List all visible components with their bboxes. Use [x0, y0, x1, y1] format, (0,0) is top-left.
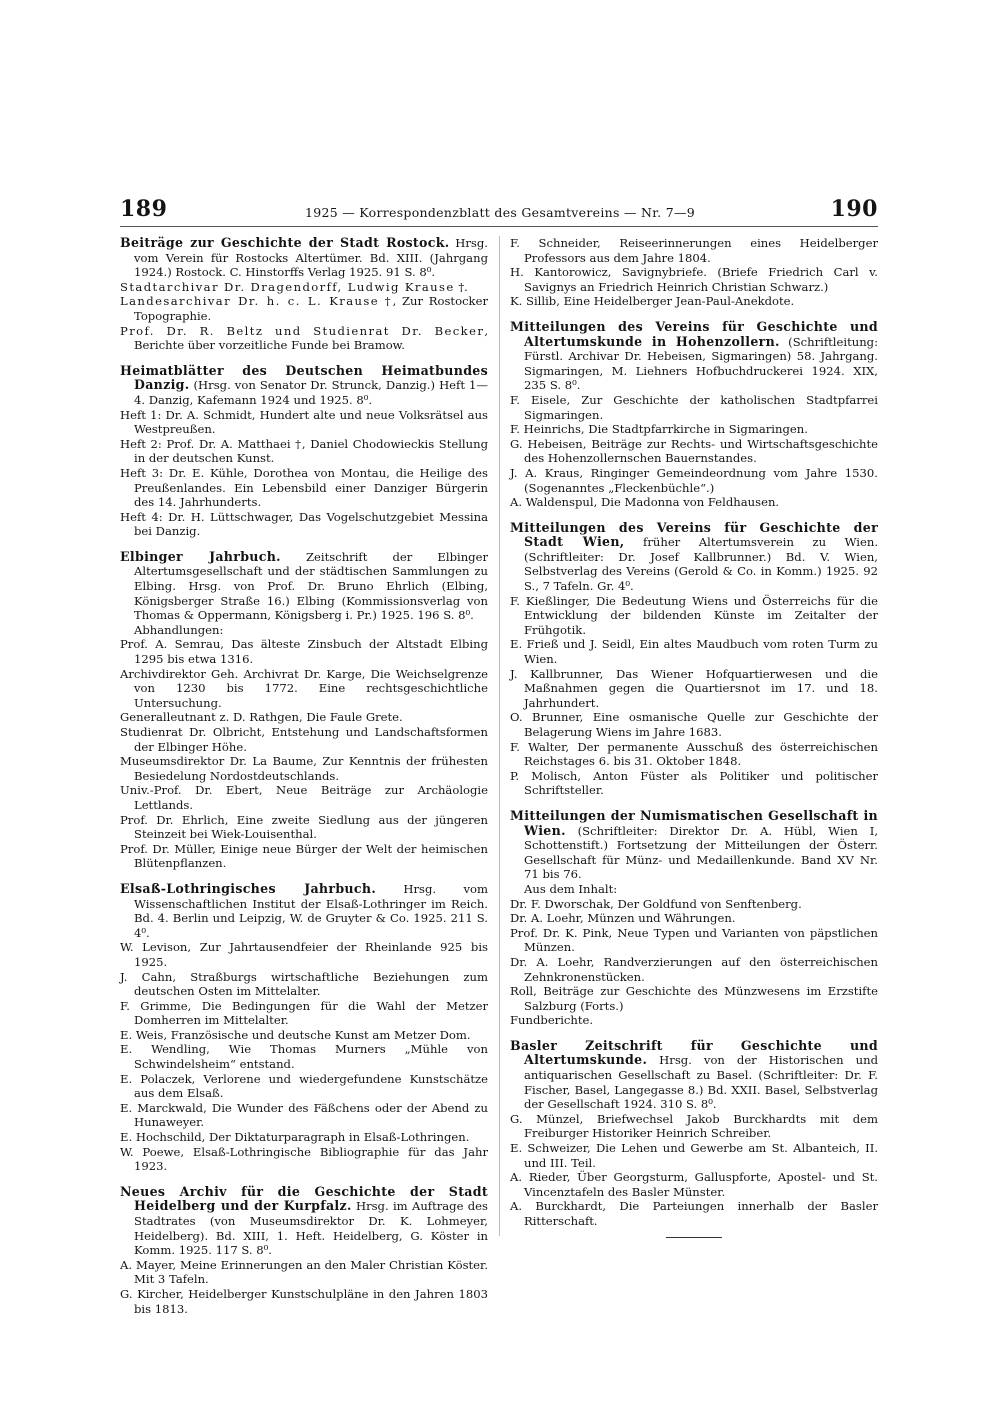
list-item: J. Kallbrunner, Das Wiener Hofquartierwesen und die Maßnahmen gegen die Quartiersnot im 17. und 18. Jahrhundert. — [510, 666, 878, 710]
left-column — [120, 236, 488, 1327]
list-item: G. Hebeisen, Beiträge zur Rechts- und Wirtschaftsgeschichte des Hohenzollernschen Bauernstandes. — [510, 436, 878, 466]
list-item: E. Wendling, Wie Thomas Murners „Mühle von Schwindelsheim“ entstand. — [120, 1042, 488, 1072]
list-item: H. Kantorowicz, Savignybriefe. (Briefe Friedrich Carl v. Savignys an Friedrich Heinrich Christian Schwarz.) — [510, 265, 878, 294]
list-item: Prof. A. Semrau, Das älteste Zinsbuch der Altstadt Elbing 1295 bis etwa 1316. — [120, 637, 488, 667]
entry-description: Hrsg. vom Verein für Rostocks Altertümer. Bd. XIII. (Jahrgang 1924.) Rostock. C. Hinstorffs Verlag 1925. 91 S. 8⁰. — [134, 236, 488, 280]
list-item: E. Frieß und J. Seidl, Ein altes Maudbuch vom roten Turm zu Wien. — [510, 637, 878, 667]
closing-rule — [666, 1237, 722, 1238]
list-item: Prof. Dr. R. Beltz und Studienrat Dr. Becker, Berichte über vorzeitliche Funde bei Bramow. — [120, 323, 488, 353]
list-item: Prof. Dr. Ehrlich, Eine zweite Siedlung aus der jüngeren Steinzeit bei Wiek-Louisenthal. — [120, 812, 488, 842]
right-column — [510, 236, 878, 1249]
list-item: Roll, Beiträge zur Geschichte des Münzwesens im Erzstifte Salzburg (Forts.) — [510, 984, 878, 1013]
list-item: Heft 4: Dr. H. Lüttschwager, Das Vogelschutzgebiet Messina bei Danzig. — [120, 509, 488, 539]
entry-title: Heimatblätter des Deutschen Heimatbundes Danzig. — [120, 362, 488, 393]
list-item: A. Mayer, Meine Erinnerungen an den Maler Christian Köster. Mit 3 Tafeln. — [120, 1257, 488, 1287]
list-item: Dr. F. Dworschak, Der Goldfund von Senftenberg. — [510, 896, 802, 911]
list-item: O. Brunner, Eine osmanische Quelle zur Geschichte der Belagerung Wiens im Jahre 1683. — [510, 710, 878, 739]
list-item: F. Walter, Der permanente Ausschuß des österreichischen Reichstages 6. bis 31. Oktober 1848. — [510, 739, 878, 769]
section-label: Abhandlungen: — [134, 622, 224, 637]
list-item: Prof. Dr. Müller, Einige neue Bürger der Welt der heimischen Blütenpflanzen. — [120, 841, 488, 871]
list-item: K. Sillib, Eine Heidelberger Jean-Paul-Anekdote. — [510, 294, 795, 309]
list-item: Prof. Dr. K. Pink, Neue Typen und Varianten von päpstlichen Münzen. — [510, 925, 878, 955]
list-item: W. Poewe, Elsaß-Lothringische Bibliographie für das Jahr 1923. — [120, 1144, 488, 1174]
list-item: A. Waldenspul, Die Madonna von Feldhausen. — [510, 495, 780, 510]
entry-description: Hrsg. von der Historischen und antiquarischen Gesellschaft zu Basel. (Schriftleiter: Dr. F. Fischer, Basel, Langegasse 8.) Bd. XXII. Basel, Selbstverlag der Gesellschaft 1924. 310 S. 8⁰. — [524, 1053, 878, 1112]
entry-heidelberg-continued — [510, 236, 878, 309]
list-item: W. Levison, Zur Jahrtausendfeier der Rheinlande 925 bis 1925. — [120, 940, 488, 969]
entry-title: Basler Zeitschrift für Geschichte und Altertumskunde. — [510, 1037, 878, 1068]
entry-description: Hrsg. vom Wissenschaftlichen Institut der Elsaß-Lothringer im Reich. Bd. 4. Berlin und Leipzig, W. de Gruyter & Co. 1925. 211 S. 4⁰. — [134, 881, 489, 940]
list-item: A. Burckhardt, Die Parteiungen innerhalb der Basler Ritterschaft. — [510, 1199, 878, 1228]
list-item: Stadtarchivar Dr. Dragendorff, Ludwig Krause †. — [120, 279, 468, 294]
list-item: J. A. Kraus, Ringinger Gemeindeordnung vom Jahre 1530. (Sogenanntes „Fleckenbüchle“.) — [510, 465, 878, 495]
entry-heidelberg — [120, 1185, 488, 1316]
list-item: Generalleutnant z. D. Rathgen, Die Faule Grete. — [120, 710, 403, 725]
entry-title: Mitteilungen des Vereins für Geschichte der Stadt Wien, — [510, 519, 878, 550]
list-item: Heft 1: Dr. A. Schmidt, Hundert alte und neue Volksrätsel aus Westpreußen. — [120, 407, 488, 437]
list-item: Dr. A. Loehr, Randverzierungen auf den österreichischen Zehnkronenstücken. — [510, 954, 878, 984]
list-item: Fundberichte. — [510, 1013, 594, 1028]
column-divider — [499, 236, 500, 1236]
entry-wien — [510, 521, 878, 798]
entry-title: Neues Archiv für die Geschichte der Stadt Heidelberg und der Kurpfalz. — [120, 1183, 488, 1214]
entry-rostock — [120, 236, 488, 353]
entry-description: (Schriftleiter: Direktor Dr. A. Hübl, Wien I, Schottenstift.) Fortsetzung der Mitteilungen der Österr. Gesellschaft für Münz- und Medaillenkunde. Band XV Nr. 71 bis 76. — [524, 823, 879, 882]
list-item: F. Grimme, Die Bedingungen für die Wahl der Metzer Domherren im Mittelalter. — [120, 998, 488, 1028]
entry-elbing — [120, 550, 488, 871]
page-number-right: 190 — [830, 196, 878, 222]
list-item: E. Polaczek, Verlorene und wiedergefundene Kunstschätze aus dem Elsaß. — [120, 1071, 488, 1101]
list-item: P. Molisch, Anton Füster als Politiker und politischer Schriftsteller. — [510, 768, 878, 798]
list-item: A. Rieder, Über Georgsturm, Galluspforte, Apostel- und St. Vincenztafeln des Basler Münster. — [510, 1170, 878, 1199]
list-item: J. Cahn, Straßburgs wirtschaftliche Beziehungen zum deutschen Osten im Mittelalter. — [120, 969, 488, 999]
author: Prof. Dr. R. Beltz und Studienrat Dr. Becker — [120, 323, 485, 338]
list-item: F. Heinrichs, Die Stadtpfarrkirche in Sigmaringen. — [510, 422, 808, 437]
entry-description: (Hrsg. von Senator Dr. Strunck, Danzig.) Heft 1—4. Danzig, Kafemann 1924 und 1925. 8⁰. — [134, 378, 489, 407]
list-item: Museumsdirektor Dr. La Baume, Zur Kenntnis der frühesten Besiedelung Nordostdeutschlands. — [120, 754, 488, 783]
author: Landesarchivar Dr. h. c. L. Krause — [120, 294, 380, 309]
list-item: Heft 3: Dr. E. Kühle, Dorothea von Montau, die Heilige des Preußenlandes. Ein Lebensbild einer Danziger Bürgerin des 14. Jahrhunderts. — [120, 465, 488, 510]
entry-title: Mitteilungen der Numismatischen Gesellschaft in Wien. — [510, 807, 878, 838]
entry-title: Beiträge zur Geschichte der Stadt Rostock. — [120, 235, 450, 250]
entry-description: Hrsg. im Auftrage des Stadtrates (von Museumsdirektor Dr. K. Lohmeyer, Heidelberg). Bd. XIII, 1. Heft. Heidelberg, G. Köster in Komm. 1925. 117 S. 8⁰. — [134, 1199, 488, 1258]
running-head: 1925 — Korrespondenzblatt des Gesamtvereins — Nr. 7—9 — [304, 205, 696, 220]
page-number-left: 189 — [120, 196, 168, 222]
list-item: Heft 2: Prof. Dr. A. Matthaei †, Daniel Chodowieckis Stellung in der deutschen Kunst. — [120, 436, 488, 466]
list-item: Landesarchivar Dr. h. c. L. Krause †, Zur Rostocker Topographie. — [120, 294, 488, 323]
entry-title: Mitteilungen des Vereins für Geschichte und Altertumskunde in Hohenzollern. — [510, 318, 878, 349]
entry-title: Elbinger Jahrbuch. — [120, 548, 281, 564]
author: Stadtarchivar Dr. Dragendorff, Ludwig Krause — [120, 279, 455, 294]
list-item: F. Eisele, Zur Geschichte der katholischen Stadtpfarrei Sigmaringen. — [510, 392, 878, 422]
entry-elsass — [120, 882, 488, 1174]
list-item: Univ.-Prof. Dr. Ebert, Neue Beiträge zur Archäologie Lettlands. — [120, 783, 488, 812]
list-item: E. Hochschild, Der Diktaturparagraph in Elsaß-Lothringen. — [120, 1130, 470, 1145]
list-item: E. Marckwald, Die Wunder des Fäßchens oder der Abend zu Hunaweyer. — [120, 1100, 488, 1130]
header-rule — [120, 226, 878, 227]
entry-title: Elsaß-Lothringisches Jahrbuch. — [120, 880, 376, 896]
list-item: Studienrat Dr. Olbricht, Entstehung und Landschaftsformen der Elbinger Höhe. — [120, 725, 488, 754]
section-label: Aus dem Inhalt: — [524, 881, 618, 896]
entry-description: (Schriftleitung: Fürstl. Archivar Dr. Hebeisen, Sigmaringen) 58. Jahrgang. Sigmaringen, M. Liehners Hofbuchdruckerei 1924. XIX, 235 S. 8⁰. — [524, 334, 878, 393]
list-item: F. Schneider, Reiseerinnerungen eines Heidelberger Professors aus dem Jahre 1804. — [510, 236, 878, 265]
entry-numismatik — [510, 809, 878, 1028]
entry-description: Zeitschrift der Elbinger Altertumsgesellschaft und der städtischen Sammlungen zu Elbing. Hrsg. von Prof. Dr. Bruno Ehrlich (Elbing, Königsberger Straße 16.) Elbing (Kommissionsverlag von Thomas & Oppermann, Königsberg i. Pr.) 1925. 196 S. 8⁰. — [134, 549, 489, 623]
list-item: E. Schweizer, Die Lehen und Gewerbe am St. Albanteich, II. und III. Teil. — [510, 1141, 878, 1170]
list-item: F. Kießlinger, Die Bedeutung Wiens und Österreichs für die Entwicklung der bildenden Künste im Zeitalter der Frühgotik. — [510, 593, 878, 637]
entry-basel — [510, 1039, 878, 1238]
entry-description: früher Altertumsverein zu Wien. (Schriftleiter: Dr. Josef Kallbrunner.) Bd. V. Wien, Selbstverlag des Vereins (Gerold & Co. in Komm.) 1925. 92 S., 7 Tafeln. Gr. 4⁰. — [524, 535, 879, 594]
list-item: E. Weis, Französische und deutsche Kunst am Metzer Dom. — [120, 1027, 471, 1042]
list-item: G. Kircher, Heidelberger Kunstschulpläne in den Jahren 1803 bis 1813. — [120, 1286, 488, 1316]
entry-hohenzollern — [510, 320, 878, 510]
list-item: G. Münzel, Briefwechsel Jakob Burckhardts mit dem Freiburger Historiker Heinrich Schreiber. — [510, 1111, 878, 1141]
list-item: Dr. A. Loehr, Münzen und Währungen. — [510, 911, 736, 926]
list-item: Archivdirektor Geh. Archivrat Dr. Karge, Die Weichselgrenze von 1230 bis 1772. Eine rechtsgeschichtliche Untersuchung. — [120, 666, 488, 710]
entry-danzig — [120, 364, 488, 539]
